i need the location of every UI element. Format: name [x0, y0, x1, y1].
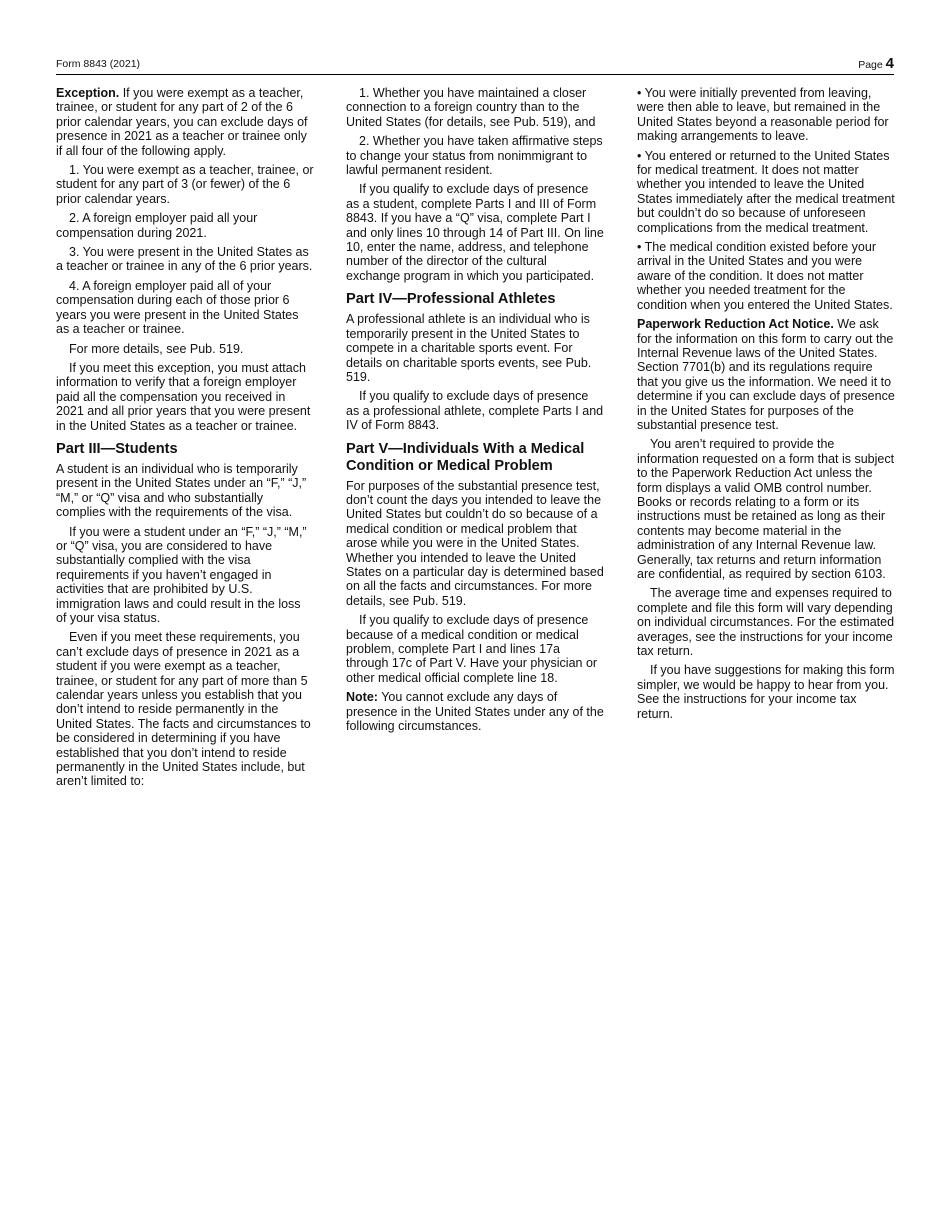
part5-definition: For purposes of the substantial presence test, don’t count the days you intended to leave the United States but couldn’t do so because of a medical condition or medical problem that arose while you were in the United States. Whether you intended to leave the United States on a particular day is determined based on all the facts and circumstances. For more details, see Pub. 519.: [346, 478, 604, 608]
exception-item-3: 3. You were present in the United States as a teacher or trainee in any of the 6 prior years.: [56, 245, 313, 274]
exception-lead: Exception.: [56, 86, 120, 100]
more-details-paragraph: For more details, see Pub. 519.: [69, 341, 244, 356]
part4-definition: A professional athlete is an individual who is temporarily present in the United States to compete in a charitable sports event. For details on charitable sports events, see Pub. 519.: [346, 312, 592, 384]
part3-definition: A student is an individual who is temporarily present in the United States under an “F,” “J,” “M,” or “Q” visa and who substantially complies with the requirements of the visa.: [56, 461, 307, 520]
pra-notice-paragraph: [637, 317, 895, 432]
attach-info-paragraph: If you meet this exception, you must attach information to verify that a foreign employer paid all the compensation you received in 2021 and all prior years that you were present in the United States as a teacher or trainee.: [56, 360, 311, 433]
column-2: [346, 86, 604, 738]
note-paragraph: [346, 690, 604, 733]
factor-item-2: 2. Whether you have taken affirmative steps to change your status from nonimmigrant to lawful permanent resident.: [346, 134, 603, 178]
exception-item-4: 4. A foreign employer paid all of your compensation during each of those prior 6 years you were present in the United States as a teacher or trainee.: [56, 278, 299, 337]
circumstance-bullet-3: • The medical condition existed before your arrival in the United States and you were aware of the condition. It does not matter whether you needed treatment for the condition when you entered the United States.: [637, 240, 893, 312]
part3-heading: Part III—Students: [56, 440, 178, 457]
part3-even-paragraph: Even if you meet these requirements, you can’t exclude days of presence in 2021 as a student if you were exempt as a teacher, trainee, or student for any part of more than 5 calendar years unless you establish that you don’t intend to reside permanently in the United States. The facts and circumstances to be considered in determining if you have established that you don’t intend to reside permanently in the United States include, but aren’t limited to:: [56, 630, 311, 789]
factor-item-1: 1. Whether you have maintained a closer connection to a foreign country than to the United States (for details, see Pub. 519), and: [346, 86, 596, 129]
note-text: You cannot exclude any days of presence in the United States under any of the following circumstances.: [346, 690, 604, 734]
pra-lead: Paperwork Reduction Act Notice.: [637, 317, 834, 332]
exception-text: If you were exempt as a teacher, trainee, or student for any part of 2 of the 6 prior calendar years, you can exclude days of presence in 2021 as a teacher or trainee only if all four of the following apply.: [56, 86, 308, 158]
suggestions-paragraph: If you have suggestions for making this form simpler, we would be happy to hear from you. See the instructions for your income tax return.: [637, 663, 895, 721]
form-id: Form 8843 (2021): [56, 58, 141, 70]
column-3: [637, 86, 895, 726]
exception-item-1: 1. You were exempt as a teacher, trainee, or student for any part of 3 (or fewer) of the 6 prior calendar years.: [56, 163, 314, 206]
part5-heading: Part V—Individuals With a Medical Condition or Medical Problem: [346, 440, 585, 474]
circumstance-bullet-1: • You were initially prevented from leaving, were then able to leave, but remained in the United States beyond a reasonable period for making arrangements to leave.: [637, 86, 889, 144]
pra-text: We ask for the information on this form to carry out the Internal Revenue laws of the United States. Section 7701(b) and its regulations require that you give us the information. We need it to determine if you can exclude days of presence in the United States for purposes of the substantial presence test.: [637, 317, 895, 432]
average-time-paragraph: The average time and expenses required to complete and file this form will vary depending on individual circumstances. For the estimated averages, see the instructions for your income tax return.: [637, 586, 895, 659]
exception-paragraph: [56, 86, 314, 158]
part3-comply-paragraph: If you were a student under an “F,” “J,” “M,” or “Q” visa, you are considered to have substantially complied with the visa requirements if you haven’t engaged in activities that are prohibited by U.S. immigration laws and could result in the loss of your visa status.: [56, 524, 307, 625]
part5-qualify-paragraph: If you qualify to exclude days of presence because of a medical condition or medical problem, complete Part I and lines 17a through 17c of Part V. Have your physician or other medical official complete line 18.: [346, 613, 598, 685]
page-number: 4: [885, 55, 894, 72]
page-indicator: [858, 55, 894, 72]
qualify-student-paragraph: If you qualify to exclude days of presence as a student, complete Parts I and III of Form 8843. If you have a “Q” visa, complete Part I and only lines 10 through 14 of Part III. On line 10, enter the name, address, and telephone number of the director of the cultural exchange program in which you participated.: [346, 182, 604, 283]
circumstance-bullet-2: • You entered or returned to the United States for medical treatment. It does not matter whether you intended to leave the United States immediately after the medical treatment but couldn’t do so because of unforeseen complications from the medical treatment.: [637, 148, 895, 235]
part4-qualify-paragraph: If you qualify to exclude days of presence as a professional athlete, complete Parts I and IV of Form 8843.: [346, 389, 604, 433]
exception-item-2: 2. A foreign employer paid all your compensation during 2021.: [56, 211, 258, 240]
not-required-paragraph: You aren’t required to provide the information requested on a form that is subject to the Paperwork Reduction Act unless the form displays a valid OMB control number. Books or records relating to a form or its instructions must be retained as long as their contents may become material in the administration of any Internal Revenue law. Generally, tax returns and return information are confidential, as required by section 6103.: [637, 437, 895, 581]
note-lead: Note:: [346, 690, 378, 705]
page-header: [56, 54, 894, 75]
part4-heading: Part IV—Professional Athletes: [346, 291, 556, 308]
page-label: Page: [858, 59, 883, 71]
column-1: [56, 86, 314, 794]
